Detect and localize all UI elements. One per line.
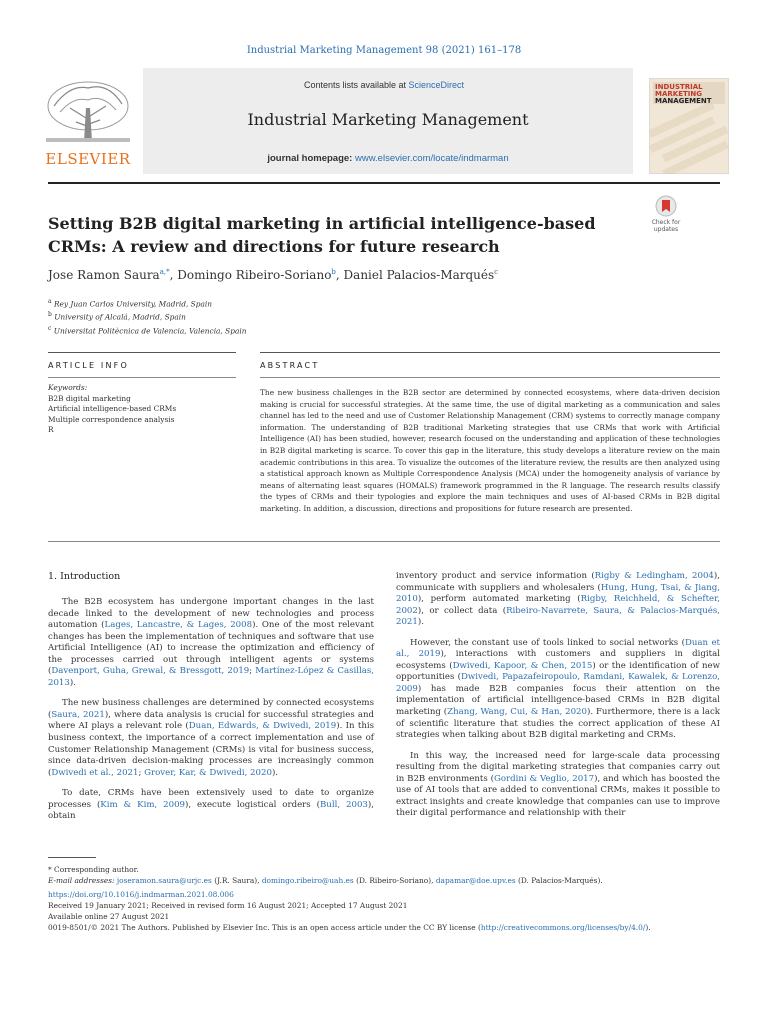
body-text: ;	[138, 767, 145, 778]
journal-homepage	[143, 153, 633, 164]
body-text: ), or collect data (	[417, 605, 507, 616]
body-text: ), where data analysis is crucial for successful strategies and where AI plays a relevant role (	[48, 709, 374, 732]
keyword: R	[48, 425, 54, 434]
body-text: To date, CRMs have been extensively used to date to organize processes (	[48, 788, 374, 810]
citation-link[interactable]: Lages, Lancastre, & Lages, 2008	[104, 620, 253, 631]
body-text: ). In this business context, the importance of a correct implementation and use of Customer Relationship Management (CRMs) is vital for business success, since data-driven decision-making processes are increasingly common (	[48, 721, 375, 778]
article-info-rule	[48, 352, 236, 353]
cover-word-3: MANAGEMENT	[655, 97, 712, 105]
body-text: ). Furthermore, there is a lack of scientific literature that studies the correct application of these AI strategies when talking about B2B digital marketing and CRMs.	[396, 707, 720, 741]
body-text: ), execute logistical orders (	[185, 799, 320, 810]
check-label-2: updates	[653, 226, 679, 233]
doi-link[interactable]: https://doi.org/10.1016/j.indmarman.2021.08.006	[48, 890, 234, 899]
email-link[interactable]: joseramon.saura@urjc.es	[116, 876, 212, 885]
homepage-link[interactable]: www.elsevier.com/locate/indmarman	[354, 153, 509, 164]
citation-link[interactable]: Duan, Edwards, & Dwivedi, 2019	[188, 721, 337, 732]
body-text: ;	[249, 666, 256, 677]
citation-link[interactable]: Saura, 2021	[51, 709, 105, 720]
body-text: ) or the identification of new opportunities (	[396, 660, 720, 683]
keywords-label: Keywords:	[48, 383, 88, 392]
keywords-block	[48, 383, 236, 436]
citation-link[interactable]: Zhang, Wang, Cui, & Han, 2020	[447, 707, 587, 718]
section-heading-introduction: 1. Introduction	[48, 571, 121, 582]
body-paragraph	[48, 788, 374, 823]
body-text: ), and which has boosted the use of AI tools that are added to conventional CRMs, makes it possible to extract insights and create knowledge that companies can use to improve their digital performance and relationship with their	[396, 773, 720, 819]
abstract-rule	[260, 352, 720, 353]
publisher-wordmark: ELSEVIER	[45, 150, 131, 168]
body-text: ), communicate with suppliers and wholesalers (	[396, 571, 720, 593]
author-affiliation-mark[interactable]: c	[494, 268, 499, 276]
body-paragraph	[396, 751, 720, 820]
author-name[interactable]: Daniel Palacios-Marqués	[343, 268, 495, 282]
abstract-heading: ABSTRACT	[260, 361, 320, 370]
available-online: Available online 27 August 2021	[48, 912, 170, 921]
keyword: Artificial intelligence-based CRMs	[48, 404, 177, 413]
journal-cover	[649, 78, 729, 174]
citation-link[interactable]: Martínez-López & Casillas, 2013	[48, 666, 375, 688]
body-text: ) has made B2B companies focus their attention on the implementation of artificial intelligence-based CRMs in B2B digital marketing (	[396, 683, 720, 718]
body-text: ), obtain	[48, 799, 374, 822]
email-link[interactable]: dapamar@doe.upv.es	[435, 876, 516, 885]
body-text: inventory product and service information (	[396, 571, 595, 581]
citation-link[interactable]: Dwivedi, Kapoor, & Chen, 2015	[452, 660, 593, 671]
citation-link[interactable]: Gordini & Veglio, 2017	[493, 773, 595, 784]
citation-link[interactable]: Kim & Kim, 2009	[100, 799, 186, 810]
email-label: E-mail addresses:	[48, 876, 117, 885]
citation-link[interactable]: Ribeiro-Navarrete, Saura, & Palacios-Marqués, 2021	[396, 605, 720, 628]
body-column-right	[396, 571, 720, 829]
journal-name: Industrial Marketing Management	[247, 110, 529, 129]
abstract-text: The new business challenges in the B2B sector are determined by connected ecosystems, where data-driven decision making is crucial for successful strategies. At the same time, the use of digital marketing as a communication and sales channel has led to the need and use of Customer Relationship Management (CRM) systems to correctly manage company information. The understanding of B2B traditional Marketing strategies that use CRMs that work with Artificial Intelligence (AI) has been studied, however, research focused on the understanding and application of these technologies in B2B digital marketing is scarce. To cover this gap in the literature, this study develops a literature review on the main academic contributions in this area. To visualize the outcomes of the literature review, the results are then analyzed using a statistical approach known as Multiple Correspondence Analysis (MCA) under the homogeneity analysis of variance by means of alternating least squares (HOMALS) framework programmed in the R language. The research results classify the types of CRMs and their typologies and explore the main techniques and uses of AI-based CRMs in B2B digital marketing. In addition, a discussion, directions and propositions for future research are presented.	[260, 388, 720, 513]
body-text: ), interactions with customers and suppliers in digital ecosystems (	[396, 649, 720, 671]
body-paragraph	[48, 597, 374, 689]
body-text: ).	[417, 617, 424, 628]
corresponding-author-note: * Corresponding author.	[48, 865, 139, 874]
header-rule	[48, 182, 720, 184]
received-dates: Received 19 January 2021; Received in revised form 16 August 2021; Accepted 17 August 2021	[48, 901, 408, 910]
citation-link[interactable]: Grover, Kar, & Dwivedi, 2020	[144, 767, 272, 778]
abstract-rule-2	[260, 377, 720, 378]
body-column-left	[48, 597, 374, 832]
author-affiliation-mark[interactable]: a,*	[159, 268, 170, 276]
footnote-rule	[48, 857, 96, 858]
keyword: B2B digital marketing	[48, 393, 131, 403]
affiliation: $^c$ Universitat Politècnica de Valencia, Valencia, Spain	[48, 324, 247, 336]
license-link[interactable]: http://creativecommons.org/licenses/by/4.0/	[480, 923, 646, 932]
email-link[interactable]: domingo.ribeiro@uah.es	[261, 876, 354, 885]
journal-reference[interactable]: Industrial Marketing Management 98 (2021) 161–178	[246, 45, 522, 56]
body-text: The new business challenges are determined by connected ecosystems (	[48, 698, 374, 720]
body-paragraph	[48, 698, 374, 779]
article-title: Setting B2B digital marketing in artificial intelligence-based CRMs: A review and directions for future research	[48, 214, 596, 256]
body-text: In this way, the increased need for large-scale data processing resulting from the digital marketing strategies that companies carry out in B2B environments (	[396, 750, 720, 784]
author-list: Jose Ramon Saura$^{a,*}$, Domingo Ribeiro-Soriano$^b$, Daniel Palacios-Marqués$^c$	[48, 268, 499, 282]
check-label-1: Check for	[651, 219, 681, 226]
body-text: The B2B ecosystem has undergone important changes in the last decade linked to the development of new technologies and process automation (	[48, 597, 374, 631]
body-text: ). One of the most relevant changes has been the implementation of techniques and software that use Artificial Intelligence (AI) to increase the optimization and efficiency of the processes carried out through intelligent agents or systems (	[48, 620, 374, 677]
contents-prefix: Contents lists available at	[303, 80, 409, 90]
article-info-rule-2	[48, 377, 236, 378]
affiliation: $^b$ University of Alcalá, Madrid, Spain	[48, 311, 186, 322]
body-text: ).	[271, 767, 279, 778]
body-paragraph	[396, 638, 720, 742]
check-for-updates-badge[interactable]	[643, 193, 689, 235]
cover-word-2: MARKETING	[655, 90, 702, 98]
sciencedirect-link[interactable]: ScienceDirect	[408, 80, 465, 90]
article-info-heading: ARTICLE INFO	[48, 361, 129, 370]
affiliation: $^a$ Rey Juan Carlos University, Madrid, Spain	[48, 298, 212, 309]
body-text: However, the constant use of tools linked to social networks (	[410, 637, 685, 648]
citation-link[interactable]: Duan et al., 2019	[396, 637, 720, 660]
citation-link[interactable]: Dwivedi et al., 2021	[51, 767, 139, 778]
footnotes	[48, 864, 738, 933]
affiliations	[48, 296, 247, 336]
abstract-bottom-rule	[48, 541, 720, 542]
author-name[interactable]: Jose Ramon Saura	[48, 268, 160, 282]
author-name[interactable]: Domingo Ribeiro-Soriano	[177, 268, 332, 282]
author-affiliation-mark[interactable]: b	[331, 268, 336, 276]
cover-word-1: INDUSTRIAL	[655, 83, 703, 91]
citation-link[interactable]: Rigby, Reichheld, & Schefter, 2002	[396, 594, 720, 616]
citation-link[interactable]: Hung, Hung, Tsai, & Jiang, 2010	[396, 582, 720, 605]
license-line: 0019-8501/© 2021 The Authors. Published by Elsevier Inc. This is an open access article under the CC BY license (http://creativecommons.org/licenses/by/4.0/).	[48, 923, 651, 932]
citation-link[interactable]: Davenport, Guha, Grewal, & Bressgott, 2019	[51, 666, 250, 677]
body-text: ).	[69, 677, 76, 688]
citation-link[interactable]: Bull, 2003	[319, 799, 368, 810]
keyword: Multiple correspondence analysis	[48, 414, 175, 424]
body-paragraph	[396, 571, 720, 629]
body-text: ), perform automated marketing (	[417, 594, 581, 605]
email-addresses: E-mail addresses: joseramon.saura@urjc.es (J.R. Saura), domingo.ribeiro@uah.es (D. Ribeiro-Soriano), dapamar@doe.upv.es (D. Palacios-Marqués).	[48, 876, 603, 885]
homepage-label: journal homepage:	[267, 153, 355, 164]
citation-link[interactable]: Rigby & Ledingham, 2004	[594, 571, 714, 581]
citation-link[interactable]: Dwivedi, Papazafeiropoulo, Ramdani, Kawalek, & Lorenzo, 2009	[396, 672, 720, 694]
